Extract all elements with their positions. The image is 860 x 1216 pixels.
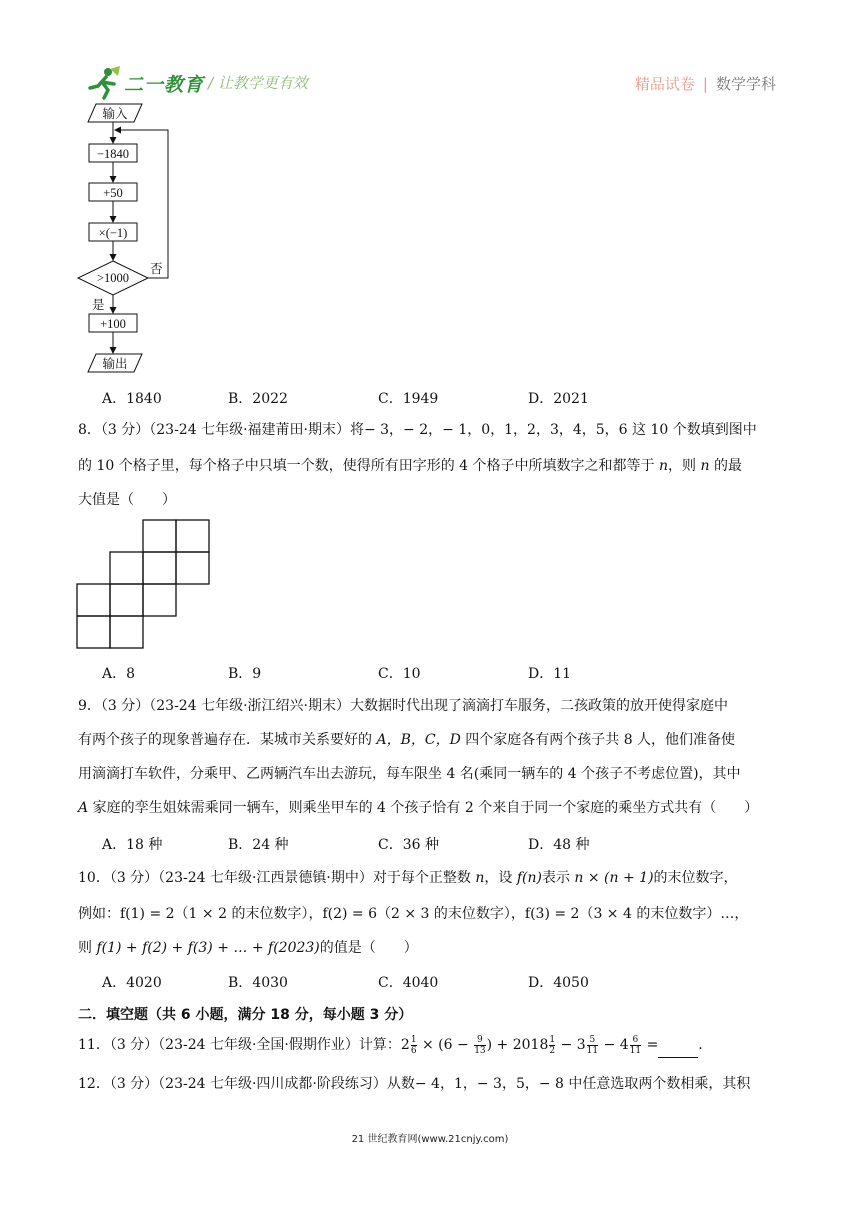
q8-option-d: D．11 (528, 666, 572, 682)
q7-option-c: C．1949 (378, 391, 439, 407)
step2-label: +50 (103, 186, 123, 200)
q7-option-d: D．2021 (528, 391, 589, 407)
condition-label: >1000 (96, 271, 130, 285)
quality-tag: 精品试卷 (634, 75, 695, 93)
q8-option-b: B．9 (228, 666, 262, 682)
page-footer: 21 世纪教育网(www.21cnjy.com) (351, 1134, 509, 1145)
q10-line1: 10．（3 分）（23-24 七年级·江西景德镇·期中）对于每个正整数 n，设 f(n)表示 n × (n + 1)的末位数字， (78, 870, 738, 886)
q11-line: 11．（3 分）（23-24 七年级·全国·假期作业）计算：2 $\frac{1}{6}$ × (6 − $\frac{9}{13}$ ) + 2018 $\frac{1}{2}$ − 3 $\frac{5}{11}$ − 4 $\frac{6}{11}$ = . (78, 1032, 703, 1058)
q8-option-c: C．10 (378, 666, 421, 682)
section-fill-in-title: 二．填空题（共 6 小题，满分 18 分，每小题 3 分） (78, 1007, 413, 1023)
brand-slogan: / 让教学更有效 (208, 74, 308, 92)
step4-label: +100 (100, 317, 126, 331)
step3-label: ×(−1) (98, 226, 128, 240)
q10-option-d: D．4050 (528, 975, 589, 991)
q7-option-b: B．2022 (228, 391, 288, 407)
q9-option-d: D．48 种 (528, 837, 590, 853)
no-label: 否 (150, 262, 163, 276)
q10-option-b: B．4030 (228, 975, 288, 991)
q10-option-a: A．4020 (102, 975, 162, 991)
q8-line1: 8．（3 分）（23-24 七年级·福建莆田·期末）将− 3，− 2，− 1，0，1，2，3，4，5，6 这 10 个数填到图中 (78, 422, 757, 438)
q9-option-b: B．24 种 (228, 837, 289, 853)
q9-option-a: A．18 种 (102, 837, 163, 853)
q9-line3: 用滴滴打车软件，分乘甲、乙两辆汽车出去游玩，每车限坐 4 名(乘同一辆车的 4 个孩子不考虑位置)，其中 (78, 766, 741, 782)
step1-label: −1840 (96, 147, 130, 161)
input-label: 输入 (102, 107, 128, 121)
q11-answer-blank[interactable] (658, 1043, 698, 1058)
q12-line1: 12．（3 分）（23-24 七年级·四川成都·阶段练习）从数− 4，1，− 3，5，− 8 中任意选取两个数相乘，其积 (78, 1076, 751, 1092)
q9-line2: 有两个孩子的现象普遍存在．某城市关系要好的 A，B，C，D 四个家庭各有两个孩子共 8 人，他们准备使 (78, 732, 736, 748)
q8-line2: 的 10 个格子里，每个格子中只填一个数，使得所有田字形的 4 个格子中所填数字之和都等于 n，则 n 的最 (78, 458, 742, 474)
q7-flowchart (70, 98, 200, 380)
q8-option-a: A．8 (102, 666, 136, 682)
q9-line4: A 家庭的孪生姐妹需乘同一辆车，则乘坐甲车的 4 个孩子恰有 2 个来自于同一个家庭的乘坐方式共有（ ） (78, 800, 759, 816)
brand-name: 二一教育 (124, 74, 205, 96)
q9-line1: 9．（3 分）（23-24 七年级·浙江绍兴·期末）大数据时代出现了滴滴打车服务，二孩政策的放开使得家庭中 (78, 698, 728, 714)
runner-logo-icon (84, 66, 124, 100)
header-separator: | (702, 75, 708, 93)
q10-line2: 例如：f(1) = 2（1 × 2 的末位数字），f(2) = 6（2 × 3 的末位数字），f(3) = 2（3 × 4 的末位数字）…， (78, 906, 749, 922)
q7-option-a: A．1840 (102, 391, 162, 407)
q10-option-c: C．4040 (378, 975, 439, 991)
output-label: 输出 (102, 357, 128, 371)
q9-option-c: C．36 种 (378, 837, 439, 853)
q8-grid-figure (76, 518, 210, 650)
subject-label: 数学学科 (715, 75, 776, 93)
q10-line3: 则 f(1) + f(2) + f(3) + … + f(2023)的值是（ ） (78, 940, 418, 956)
header-right (635, 73, 776, 94)
q8-line3: 大值是（ ） (78, 492, 176, 508)
yes-label: 是 (92, 298, 105, 312)
